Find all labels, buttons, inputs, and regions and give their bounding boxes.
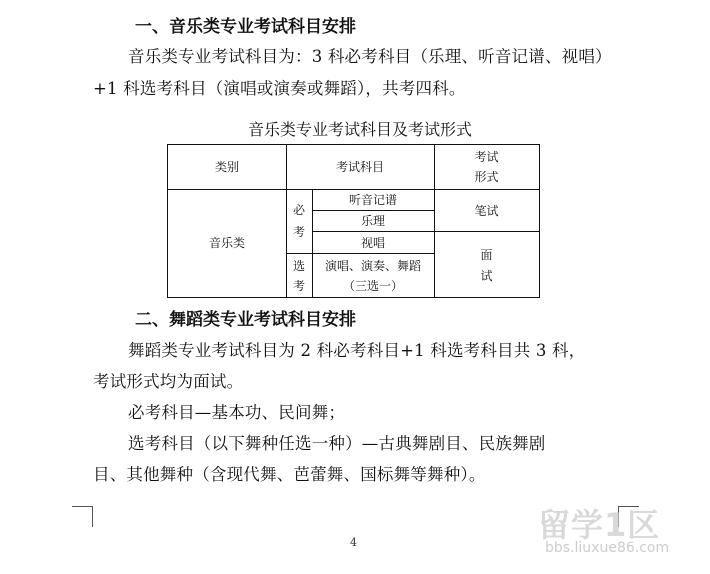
section2-paragraph-line4: 选考科目（以下舞种任选一种）—古典舞剧目、民族舞剧	[128, 434, 546, 453]
section1-paragraph-line1: 音乐类专业考试科目为：3 科必考科目（乐理、听音记谱、视唱）	[128, 47, 612, 66]
section2-paragraph-line1: 舞蹈类专业考试科目为 2 科必考科目+1 科选考科目共 3 科，	[128, 341, 586, 360]
section2-paragraph-line2: 考试形式均为面试。	[93, 372, 244, 391]
watermark-logo: 留学1区	[538, 506, 661, 544]
subject-performance-line1: 演唱、演奏、舞蹈	[324, 259, 421, 273]
header-category: 类别	[214, 160, 239, 174]
header-form-line1: 考试	[474, 150, 499, 164]
form-interview-line1: 面	[480, 248, 493, 262]
section2-paragraph-line5: 目、其他舞种（含现代舞、芭蕾舞、国标舞等舞种）。	[93, 465, 486, 484]
exam-subjects-table	[167, 144, 540, 298]
subject-sight-singing: 视唱	[360, 236, 385, 250]
page-corner-mark-left	[72, 506, 93, 527]
elective-label-2: 考	[292, 279, 305, 293]
section2-paragraph-line3: 必考科目—基本功、民间舞；	[128, 403, 346, 422]
row-category: 音乐类	[208, 236, 245, 250]
subject-performance-line2: （三选一）	[342, 279, 403, 293]
header-form-line2: 形式	[474, 170, 499, 184]
watermark-url: bbs.liuxue86.com	[545, 540, 670, 556]
table-caption: 音乐类专业考试科目及考试形式	[248, 120, 473, 139]
subject-theory: 乐理	[360, 214, 385, 228]
section1-paragraph-line2: +1 科选考科目（演唱或演奏或舞蹈），共考四科。	[93, 79, 466, 98]
header-subjects: 考试科目	[335, 160, 384, 174]
required-label-2: 考	[292, 225, 305, 239]
form-interview-line2: 试	[480, 269, 493, 283]
section1-heading: 一、音乐类专业考试科目安排	[135, 17, 356, 37]
page-number: 4	[350, 536, 357, 549]
subject-dictation: 听音记谱	[348, 193, 397, 207]
elective-label-1: 选	[292, 259, 305, 273]
required-label-1: 必	[292, 203, 305, 217]
form-written: 笔试	[474, 204, 499, 218]
section2-heading: 二、舞蹈类专业考试科目安排	[135, 310, 356, 330]
